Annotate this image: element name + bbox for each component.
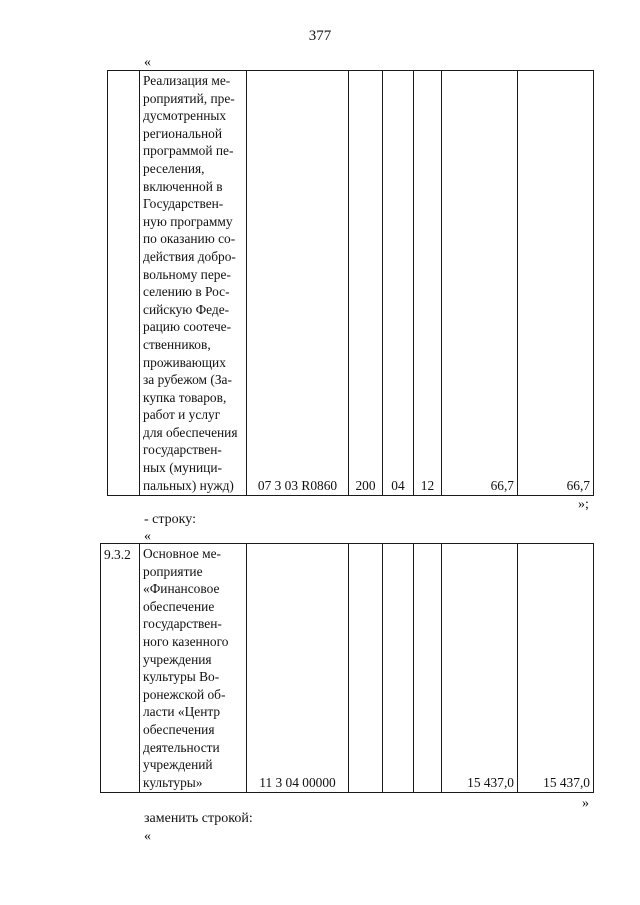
description-line: сийскую Феде- [143, 301, 230, 317]
rz-cell [383, 544, 414, 793]
page-number: 377 [308, 28, 332, 44]
description-line: вольному пере- [143, 266, 231, 282]
row-number-cell: 9.3.2 [101, 544, 140, 793]
description-line: действия добро- [143, 248, 236, 264]
closing-quote: »; [578, 497, 589, 512]
description-line: ных (муници- [143, 460, 222, 476]
pr-cell [414, 544, 442, 793]
code-cell: 11 3 04 00000 [247, 544, 349, 793]
description-line: по оказанию со- [143, 231, 236, 247]
table-row [108, 71, 594, 496]
description-line: государствен- [143, 616, 222, 632]
sum-cell-2: 15 437,0 [518, 544, 594, 793]
description-line: ласти «Центр [143, 704, 221, 720]
pr-cell: 12 [414, 71, 442, 496]
description-line: за рубежом (За- [143, 372, 232, 388]
description-line: рацию соотече- [143, 319, 232, 335]
description-line: обеспечения [143, 721, 215, 737]
sum-cell-2: 66,7 [518, 71, 594, 496]
opening-quote: « [144, 529, 151, 544]
description-line: работ и услуг [143, 407, 221, 423]
description-line: «Финансовое [143, 581, 220, 597]
description-line: учреждений [143, 757, 213, 773]
description-line: роприятий, пре- [143, 90, 235, 106]
rz-cell: 04 [383, 71, 414, 496]
description-line: пальных) нужд) [143, 477, 234, 493]
closing-quote: » [582, 796, 589, 811]
description-line: проживающих [143, 354, 226, 370]
description-line: обеспечение [143, 598, 215, 614]
description-line: деятельности [143, 739, 220, 755]
phrase-row: - строку: [144, 512, 196, 527]
description-line: ственников, [143, 336, 211, 352]
sum-cell-1: 15 437,0 [442, 544, 518, 793]
description-line: реселения, [143, 160, 205, 176]
vr-cell [349, 544, 383, 793]
description-line: роприятие [143, 563, 203, 579]
budget-table-row-2 [100, 543, 594, 793]
row-number-cell [108, 71, 140, 496]
sum-cell-1: 66,7 [442, 71, 518, 496]
code-cell: 07 3 03 R0860 [247, 71, 349, 496]
description-line: культуры» [143, 774, 203, 790]
phrase-replace: заменить строкой: [144, 811, 253, 826]
description-line: культуры Во- [143, 669, 220, 685]
description-line: селению в Рос- [143, 284, 230, 300]
vr-cell: 200 [349, 71, 383, 496]
budget-table-row-1 [107, 70, 594, 496]
description-line: программой пе- [143, 143, 234, 159]
opening-quote: « [144, 829, 151, 844]
description-line: включенной в [143, 178, 223, 194]
description-line: Реализация ме- [143, 73, 231, 88]
description-line: ного казенного [143, 633, 229, 649]
description-line: купка товаров, [143, 389, 227, 405]
description-line: государствен- [143, 442, 222, 458]
table-row [101, 544, 594, 793]
description-line: ронежской об- [143, 686, 226, 702]
description-line: Государствен- [143, 196, 224, 212]
description-line: учреждения [143, 651, 212, 667]
description-line: Основное ме- [143, 546, 221, 561]
opening-quote: « [144, 55, 151, 70]
description-line: для обеспечения [143, 424, 238, 440]
description-line: ную программу [143, 213, 233, 229]
row-description-cell [140, 544, 247, 793]
description-line: дусмотренных [143, 108, 227, 124]
description-line: региональной [143, 125, 223, 141]
row-description-cell [140, 71, 247, 496]
